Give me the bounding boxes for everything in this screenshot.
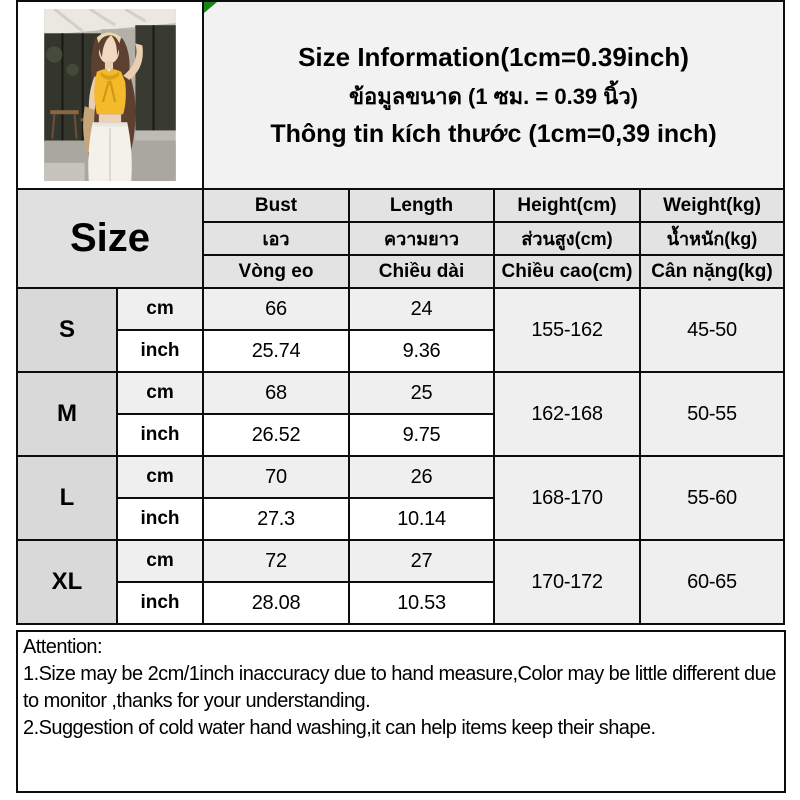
title-thai: ข้อมูลขนาด (1 ซม. = 0.39 นิ้ว) xyxy=(348,83,638,109)
size-label-s: S xyxy=(17,288,117,372)
size-label-l: L xyxy=(17,456,117,540)
l-height: 168-170 xyxy=(494,456,640,540)
s-length-cm: 24 xyxy=(349,288,494,330)
m-length-inch: 9.75 xyxy=(349,414,494,456)
attention-heading: Attention: xyxy=(23,636,103,658)
m-bust-inch: 26.52 xyxy=(203,414,349,456)
title-vietnamese: Thông tin kích thước (1cm=0,39 inch) xyxy=(270,119,717,148)
xl-bust-inch: 28.08 xyxy=(203,582,349,624)
col-header-bust-en: Bust xyxy=(203,189,349,222)
row-s-cm xyxy=(17,288,784,330)
col-header-height-th: ส่วนสูง(cm) xyxy=(494,222,640,255)
m-height: 162-168 xyxy=(494,372,640,456)
attention-box xyxy=(16,630,786,793)
unit-label-cm: cm xyxy=(117,456,203,498)
col-header-length-th: ความยาว xyxy=(349,222,494,255)
unit-label-inch: inch xyxy=(117,330,203,372)
s-weight: 45-50 xyxy=(640,288,784,372)
attention-note-1: 1.Size may be 2cm/1inch inaccuracy due to hand measure,Color may be little different due to monitor ,thanks for your understanding. xyxy=(23,663,776,712)
product-photo-cell xyxy=(17,1,203,189)
xl-length-inch: 10.53 xyxy=(349,582,494,624)
m-length-cm: 25 xyxy=(349,372,494,414)
s-height: 155-162 xyxy=(494,288,640,372)
top-row xyxy=(17,1,784,189)
col-header-length-vi: Chiều dài xyxy=(349,255,494,288)
unit-label-inch: inch xyxy=(117,582,203,624)
title-cell xyxy=(203,1,784,189)
l-bust-cm: 70 xyxy=(203,456,349,498)
s-length-inch: 9.36 xyxy=(349,330,494,372)
l-bust-inch: 27.3 xyxy=(203,498,349,540)
l-weight: 55-60 xyxy=(640,456,784,540)
row-l-cm xyxy=(17,456,784,498)
title-block xyxy=(204,2,783,188)
unit-label-inch: inch xyxy=(117,414,203,456)
xl-height: 170-172 xyxy=(494,540,640,624)
row-xl-cm xyxy=(17,540,784,582)
green-corner-flag-icon xyxy=(204,2,217,13)
size-column-header: Size xyxy=(17,189,203,288)
col-header-weight-en: Weight(kg) xyxy=(640,189,784,222)
title-english: Size Information(1cm=0.39inch) xyxy=(298,41,689,72)
xl-bust-cm: 72 xyxy=(203,540,349,582)
size-table xyxy=(16,0,785,625)
product-photo-illustration xyxy=(44,9,176,181)
col-header-height-en: Height(cm) xyxy=(494,189,640,222)
col-header-height-vi: Chiều cao(cm) xyxy=(494,255,640,288)
l-length-cm: 26 xyxy=(349,456,494,498)
xl-length-cm: 27 xyxy=(349,540,494,582)
unit-label-cm: cm xyxy=(117,372,203,414)
m-weight: 50-55 xyxy=(640,372,784,456)
unit-label-cm: cm xyxy=(117,540,203,582)
s-bust-inch: 25.74 xyxy=(203,330,349,372)
size-label-m: M xyxy=(17,372,117,456)
col-header-bust-vi: Vòng eo xyxy=(203,255,349,288)
row-m-cm xyxy=(17,372,784,414)
size-label-xl: XL xyxy=(17,540,117,624)
col-header-weight-th: น้ำหนัก(kg) xyxy=(640,222,784,255)
xl-weight: 60-65 xyxy=(640,540,784,624)
col-header-weight-vi: Cân nặng(kg) xyxy=(640,255,784,288)
m-bust-cm: 68 xyxy=(203,372,349,414)
s-bust-cm: 66 xyxy=(203,288,349,330)
product-photo xyxy=(18,2,202,188)
unit-label-inch: inch xyxy=(117,498,203,540)
col-header-bust-th: เอว xyxy=(203,222,349,255)
unit-label-cm: cm xyxy=(117,288,203,330)
header-row-english xyxy=(17,189,784,222)
l-length-inch: 10.14 xyxy=(349,498,494,540)
col-header-length-en: Length xyxy=(349,189,494,222)
attention-note-2: 2.Suggestion of cold water hand washing,it can help items keep their shape. xyxy=(23,717,656,739)
